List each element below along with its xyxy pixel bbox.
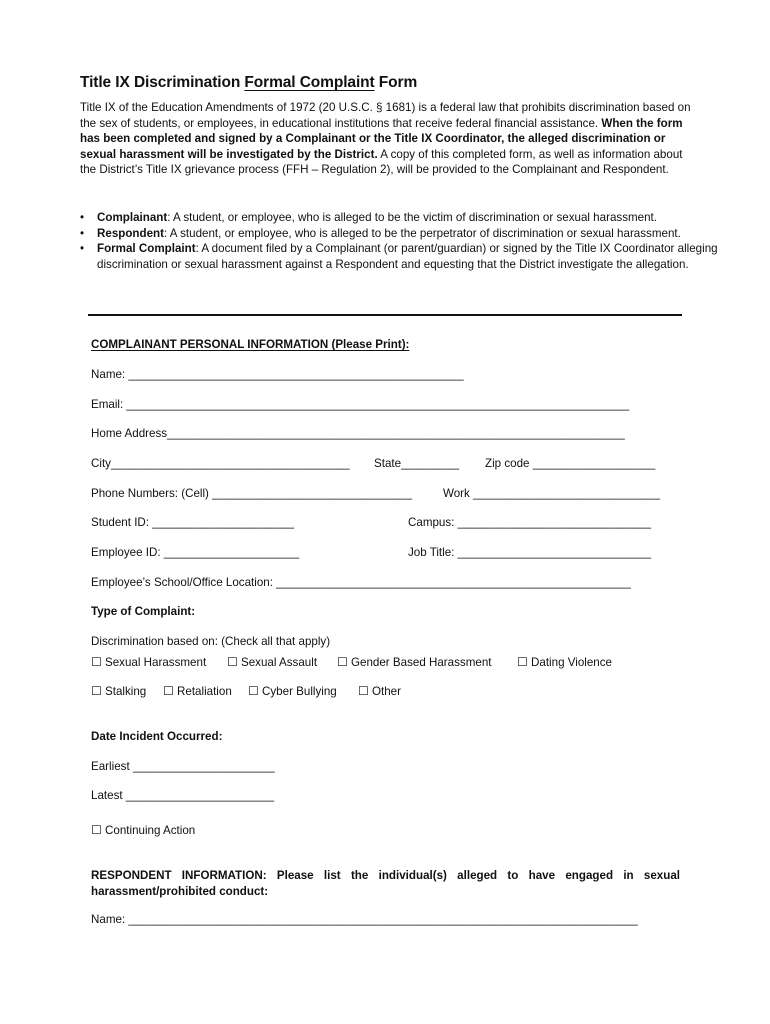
- intro-text-1: Title IX of the Education Amendments of 1972 (20 U.S.C. § 1681) is a federal law that prohibits discrimination based on the sex of students, or employees, in educational institutions that receive federal financial assistance.: [80, 101, 691, 130]
- intro-text-3: A copy of this completed form, as well as information about the District’s Title IX grievance process (FFH – Regulation 2), will be provided to the Complainant and Respondent.: [80, 147, 683, 177]
- definition-text: : A student, or employee, who is alleged to be the perpetrator of discrimination or sexual harassment.: [164, 226, 681, 240]
- respondent-heading: RESPONDENT INFORMATION: Please list the individual(s) alleged to have engaged in sexual harassment/prohibited conduct:: [91, 869, 680, 898]
- work-phone-field[interactable]: Work _____________________________: [443, 487, 661, 500]
- checkbox-other[interactable]: [358, 684, 401, 698]
- checkbox-icon[interactable]: ☐: [91, 684, 102, 698]
- job-title-field[interactable]: Job Title: ______________________________: [408, 546, 652, 559]
- checkbox-icon[interactable]: ☐: [227, 655, 238, 669]
- checkbox-sexual-assault[interactable]: [227, 655, 317, 669]
- checkbox-label: Retaliation: [177, 685, 232, 698]
- section-divider: [88, 314, 682, 316]
- checkbox-retaliation[interactable]: [163, 684, 232, 698]
- checkbox-cyber-bullying[interactable]: [248, 684, 337, 698]
- earliest-date-field[interactable]: Earliest ______________________: [91, 760, 275, 773]
- checkbox-label: Stalking: [105, 685, 147, 698]
- title-part-2: Formal Complaint: [244, 74, 375, 91]
- checkbox-icon[interactable]: ☐: [517, 655, 528, 669]
- complainant-email-field[interactable]: Email: ______________________________________________________________________________: [91, 398, 630, 411]
- student-id-field[interactable]: Student ID: ______________________: [91, 516, 295, 529]
- checkbox-icon[interactable]: ☐: [248, 684, 259, 698]
- office-location-field[interactable]: Employee’s School/Office Location: _______________________________________________________: [91, 576, 631, 589]
- definition-text: : A student, or employee, who is alleged to be the victim of discrimination or sexual harassment.: [167, 211, 657, 224]
- bullet: •: [80, 211, 85, 224]
- checkbox-continuing-action[interactable]: [91, 823, 195, 837]
- complainant-heading: COMPLAINANT PERSONAL INFORMATION (Please Print):: [91, 338, 410, 351]
- state-field[interactable]: State_________: [374, 457, 460, 470]
- checkbox-label: Gender Based Harassment: [351, 656, 492, 669]
- title-part-3: Form: [374, 74, 418, 91]
- definition-term: Formal Complaint: [97, 242, 196, 256]
- checkbox-gender-based-harassment[interactable]: [337, 655, 491, 669]
- checkbox-label: Sexual Harassment: [105, 656, 207, 669]
- checkbox-icon[interactable]: ☐: [91, 655, 102, 669]
- home-address-field[interactable]: Home Address_______________________________________________________________________: [91, 427, 625, 440]
- title-part-1: Title IX Discrimination: [80, 74, 245, 91]
- complaint-type-heading: Type of Complaint:: [91, 605, 196, 618]
- latest-date-field[interactable]: Latest _______________________: [91, 789, 275, 802]
- employee-id-field[interactable]: Employee ID: _____________________: [91, 546, 300, 559]
- definitions-list: [80, 210, 720, 272]
- checkbox-label: Dating Violence: [531, 656, 612, 669]
- checkbox-label: Sexual Assault: [241, 656, 318, 669]
- checkbox-label: Continuing Action: [105, 824, 196, 837]
- definition-item: [80, 226, 720, 242]
- definition-term: Complainant: [97, 211, 168, 224]
- definition-term: Respondent: [97, 226, 164, 240]
- definition-item: [80, 241, 720, 272]
- checkbox-label: Other: [372, 685, 401, 698]
- zip-code-field[interactable]: Zip code ___________________: [485, 457, 656, 470]
- incident-date-heading: Date Incident Occurred:: [91, 730, 223, 743]
- complainant-name-field[interactable]: Name: ____________________________________________________: [91, 368, 464, 381]
- checkbox-icon[interactable]: ☐: [337, 655, 348, 669]
- cell-phone-field[interactable]: Phone Numbers: (Cell) _______________________________: [91, 487, 413, 500]
- definition-item: [80, 210, 720, 226]
- bullet: •: [80, 242, 85, 256]
- intro-bold-text: When the form has been completed and signed by a Complainant or the Title IX Coordinator, the alleged discrimination or sexual harassment will be investigated by the District.: [80, 116, 683, 161]
- city-field[interactable]: City_____________________________________: [91, 457, 350, 470]
- checkbox-dating-violence[interactable]: [517, 655, 612, 669]
- checkbox-label: Cyber Bullying: [262, 685, 337, 698]
- checkbox-stalking[interactable]: [91, 684, 146, 698]
- respondent-name-field[interactable]: Name: _______________________________________________________________________________: [91, 913, 638, 926]
- definition-text: : A document filed by a Complainant (or parent/guardian) or signed by the Title IX Coordinator alleging discrimination or sexual harassment against a Respondent and equesting that the District investigate the allegation.: [97, 242, 718, 271]
- page-title: [80, 74, 417, 92]
- campus-field[interactable]: Campus: ______________________________: [408, 516, 652, 529]
- checkbox-icon[interactable]: ☐: [163, 684, 174, 698]
- checkbox-icon[interactable]: ☐: [91, 823, 102, 837]
- checkbox-icon[interactable]: ☐: [358, 684, 369, 698]
- checkbox-sexual-harassment[interactable]: [91, 655, 206, 669]
- bullet: •: [80, 226, 85, 240]
- complaint-type-instruction: Discrimination based on: (Check all that apply): [91, 635, 331, 648]
- intro-paragraph: [80, 100, 692, 178]
